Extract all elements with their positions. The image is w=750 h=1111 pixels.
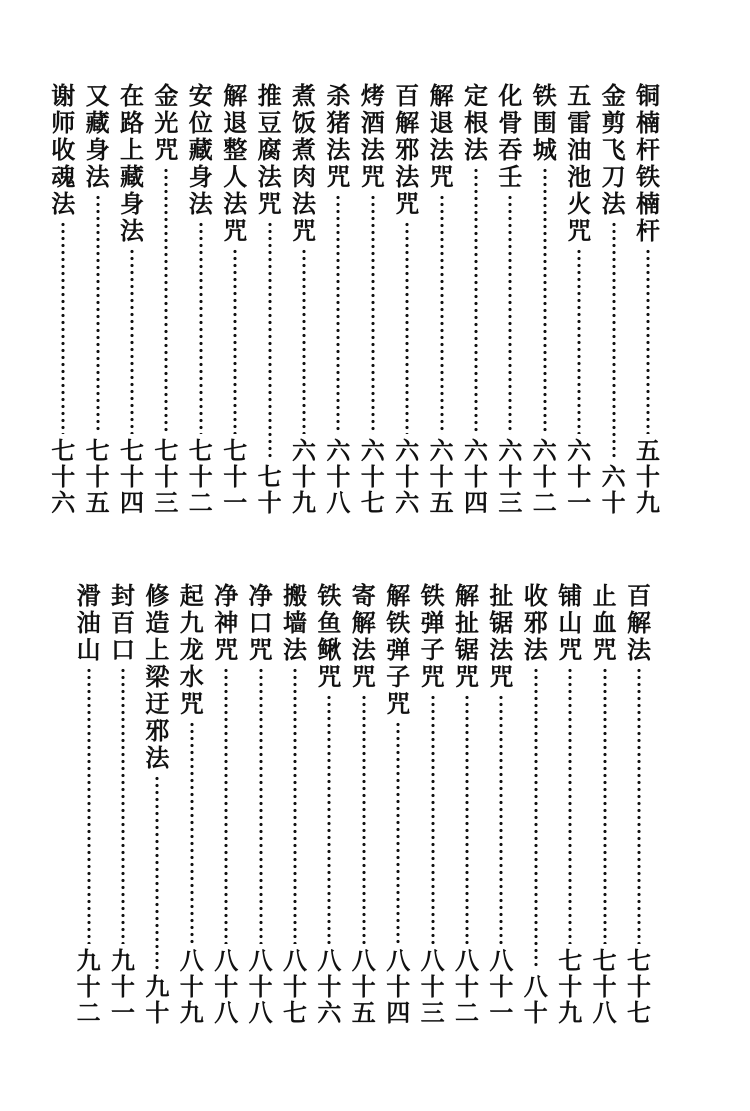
page-number: 八十一	[489, 946, 514, 1027]
toc-entry[interactable]	[427, 82, 457, 522]
page-number: 八十八	[248, 946, 273, 1027]
toc-entry[interactable]	[486, 582, 516, 1032]
page-number: 七十九	[558, 946, 583, 1027]
dot-leader	[361, 694, 367, 944]
dot-leader	[395, 721, 401, 944]
entry-title: 铁弹子咒	[420, 581, 445, 691]
page-number: 九十一	[111, 946, 135, 1027]
toc-entry[interactable]	[349, 582, 379, 1032]
page-number: 八十	[523, 972, 548, 1027]
entry-title: 净神咒	[214, 581, 239, 664]
dot-leader	[198, 221, 204, 434]
dot-leader	[645, 248, 651, 434]
page-number: 七十	[257, 462, 282, 517]
entry-title: 解退法咒	[429, 81, 454, 191]
entry-title: 定根法	[464, 81, 488, 164]
toc-entry[interactable]	[590, 582, 620, 1032]
toc-entry[interactable]	[74, 582, 104, 1032]
page-number: 六十五	[429, 436, 454, 517]
toc-entry[interactable]	[255, 82, 285, 522]
toc-entry[interactable]	[555, 582, 585, 1032]
toc-entry[interactable]	[211, 582, 241, 1032]
page-number: 五十九	[636, 436, 660, 517]
dot-leader	[129, 248, 135, 434]
entry-title: 扯锯法咒	[489, 581, 514, 691]
entry-title: 解铁弹子咒	[386, 581, 411, 718]
entry-title: 解退整人法咒	[223, 81, 248, 245]
toc-entry[interactable]	[624, 582, 654, 1032]
entry-title: 铁围城	[532, 81, 557, 164]
dot-leader	[498, 694, 504, 944]
dot-leader	[335, 194, 341, 434]
page-number: 七十五	[85, 436, 110, 517]
page-number: 六十八	[326, 436, 351, 517]
entry-title: 封百口	[111, 581, 135, 664]
toc-entry[interactable]	[186, 82, 216, 522]
toc-entry[interactable]	[220, 82, 250, 522]
entry-title: 在路上藏身法	[120, 81, 144, 245]
toc-entry[interactable]	[633, 82, 663, 522]
dot-leader	[189, 721, 195, 944]
toc-entry[interactable]	[530, 82, 560, 522]
toc-entry[interactable]	[117, 82, 147, 522]
entry-title: 起九龙水咒	[179, 581, 204, 718]
toc-entry[interactable]	[452, 582, 482, 1032]
toc-top-block	[0, 82, 750, 522]
entry-title: 百解邪法咒	[395, 81, 420, 218]
dot-leader	[404, 221, 410, 434]
entry-title: 滑油山	[76, 581, 101, 664]
entry-title: 化骨吞壬	[498, 81, 523, 191]
page-number: 七十七	[627, 946, 651, 1027]
page-number: 六十四	[464, 436, 488, 517]
dot-leader	[267, 221, 273, 460]
page-number: 六十九	[292, 436, 316, 517]
entry-title: 金光咒	[154, 81, 179, 164]
entry-title: 烤酒法咒	[360, 81, 385, 191]
dot-leader	[95, 194, 101, 434]
dot-leader	[507, 194, 513, 434]
entry-title: 五雷油池火咒	[567, 81, 592, 245]
page-number: 八十六	[317, 946, 342, 1027]
toc-entry[interactable]	[461, 82, 491, 522]
dot-leader	[430, 694, 436, 944]
page-number: 六十七	[360, 436, 385, 517]
entry-title: 又藏身法	[85, 81, 110, 191]
toc-entry[interactable]	[521, 582, 551, 1032]
toc-entry[interactable]	[151, 82, 181, 522]
entry-title: 安位藏身法	[188, 81, 213, 218]
dot-leader	[636, 667, 642, 944]
dot-leader	[292, 667, 298, 944]
entry-title: 铜楠杆铁楠杆	[636, 81, 660, 245]
entry-title: 金剪飞刀法	[601, 81, 626, 218]
toc-entry[interactable]	[83, 82, 113, 522]
entry-title: 寄解法咒	[351, 581, 376, 691]
toc-entry[interactable]	[177, 582, 207, 1032]
entry-title: 杀猪法咒	[326, 81, 351, 191]
entry-title: 铺山咒	[558, 581, 583, 664]
page-number: 九十二	[76, 946, 101, 1027]
dot-leader	[464, 694, 470, 944]
page-number: 六十二	[532, 436, 557, 517]
dot-leader	[370, 194, 376, 434]
dot-leader	[154, 775, 160, 970]
page-number: 七十三	[154, 436, 179, 517]
page-number: 八十七	[283, 946, 307, 1027]
entry-title: 推豆腐法咒	[257, 81, 282, 218]
page-number: 七十二	[188, 436, 213, 517]
toc-entry[interactable]	[246, 582, 276, 1032]
toc-entry[interactable]	[142, 582, 172, 1032]
page-number: 八十九	[179, 946, 204, 1027]
dot-leader	[120, 667, 126, 944]
dot-leader	[473, 167, 479, 434]
page-number: 九十	[145, 972, 170, 1027]
dot-leader	[326, 694, 332, 944]
page-number: 七十四	[120, 436, 144, 517]
toc-entry[interactable]	[314, 582, 344, 1032]
toc-entry[interactable]	[280, 582, 310, 1032]
dot-leader	[576, 248, 582, 434]
dot-leader	[611, 221, 617, 460]
entry-title: 收邪法	[523, 581, 548, 664]
toc-entry[interactable]	[495, 82, 525, 522]
dot-leader	[60, 221, 66, 434]
dot-leader	[163, 167, 169, 434]
entry-title: 煮饭煮肉法咒	[292, 81, 316, 245]
dot-leader	[232, 248, 238, 434]
page-number: 六十六	[395, 436, 420, 517]
toc-entry[interactable]	[599, 82, 629, 522]
dot-leader	[86, 667, 92, 944]
toc-entry[interactable]	[418, 582, 448, 1032]
entry-title: 搬墙法	[283, 581, 307, 664]
dot-leader	[439, 194, 445, 434]
entry-title: 解扯锯咒	[455, 581, 479, 691]
page-number: 八十二	[455, 946, 479, 1027]
dot-leader	[567, 667, 573, 944]
page-number: 八十八	[214, 946, 239, 1027]
dot-leader	[602, 667, 608, 944]
entry-title: 净口咒	[248, 581, 273, 664]
entry-title: 铁鱼鳅咒	[317, 581, 342, 691]
toc-entry[interactable]	[323, 82, 353, 522]
entry-title: 百解法	[627, 581, 651, 664]
page-number: 八十三	[420, 946, 445, 1027]
toc-entry[interactable]	[564, 82, 594, 522]
toc-entry[interactable]	[392, 82, 422, 522]
page-number: 八十五	[351, 946, 376, 1027]
page-number: 六十一	[567, 436, 592, 517]
page-number: 七十六	[51, 436, 76, 517]
dot-leader	[223, 667, 229, 944]
page-number: 六十	[601, 462, 626, 517]
toc-entry[interactable]	[289, 82, 319, 522]
dot-leader	[301, 248, 307, 434]
toc-entry[interactable]	[358, 82, 388, 522]
toc-entry[interactable]	[383, 582, 413, 1032]
toc-bottom-block	[0, 582, 750, 1032]
page-number: 六十三	[498, 436, 523, 517]
dot-leader	[533, 667, 539, 970]
page-number: 八十四	[386, 946, 411, 1027]
toc-entry[interactable]	[48, 82, 78, 522]
dot-leader	[542, 167, 548, 434]
dot-leader	[258, 667, 264, 944]
entry-title: 谢师收魂法	[51, 81, 76, 218]
page-number: 七十八	[592, 946, 617, 1027]
entry-title: 止血咒	[592, 581, 617, 664]
toc-entry[interactable]	[108, 582, 138, 1032]
page-number: 七十一	[223, 436, 248, 517]
entry-title: 修造上梁迂邪法	[145, 581, 170, 772]
